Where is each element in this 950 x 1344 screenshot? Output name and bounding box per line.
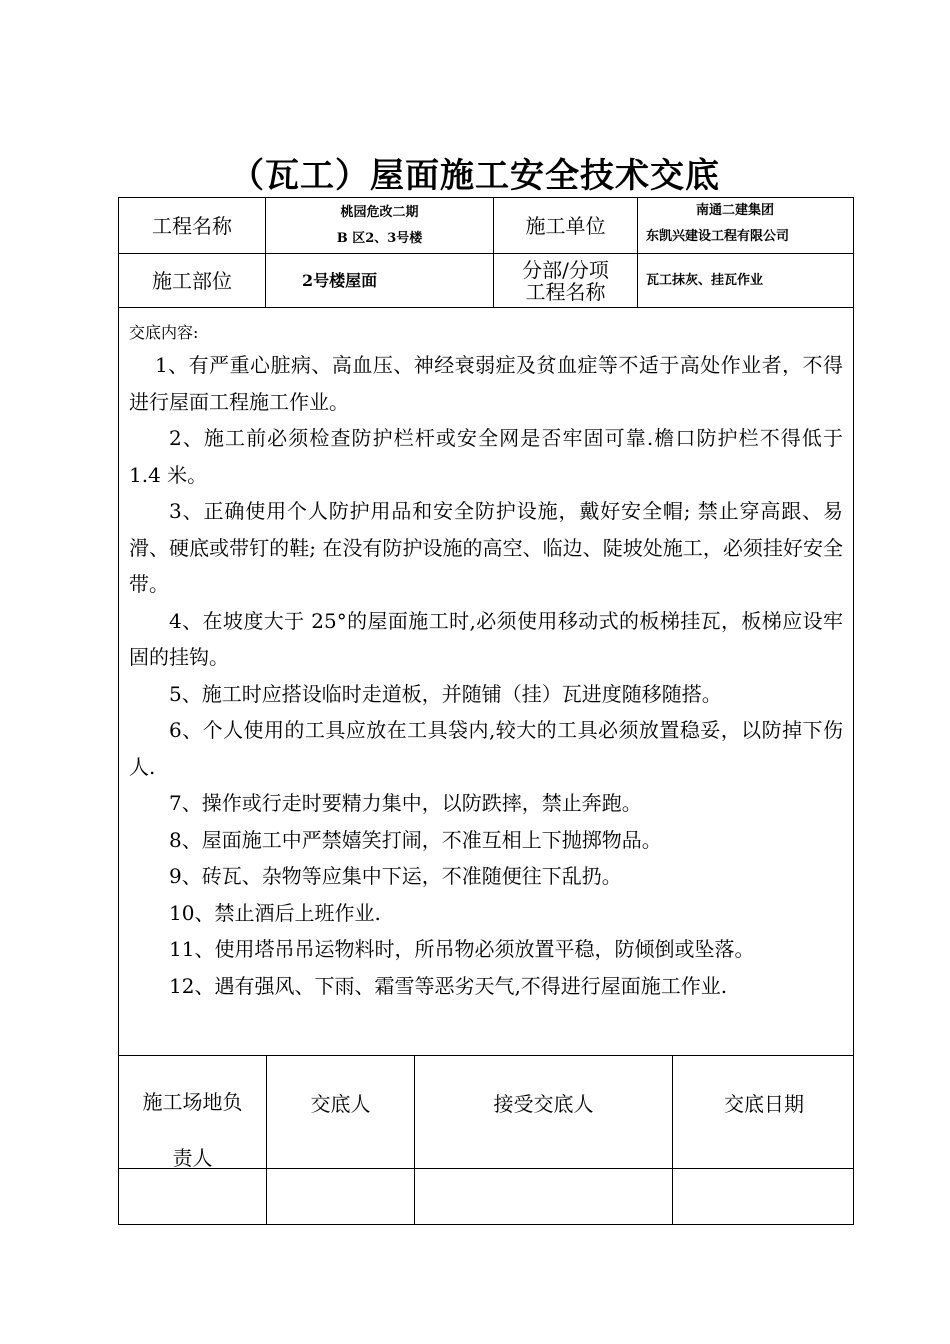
document-title: （瓦工）屋面施工安全技术交底 bbox=[230, 156, 720, 196]
project-name-line1: 桃园危改二期 bbox=[340, 204, 419, 220]
sub-project-value: 瓦工抹灰、挂瓦作业 bbox=[646, 272, 764, 288]
content-item: 9、砖瓦、杂物等应集中下运，不准随便往下乱扔。 bbox=[169, 864, 622, 888]
project-name-value bbox=[266, 198, 494, 253]
content-item: 2、施工前必须检查防护栏杆或安全网是否牢固可靠.檐口防护栏不得低于 1.4 米。 bbox=[129, 426, 843, 487]
date-label: 交底日期 bbox=[724, 1092, 804, 1116]
sub-project-label-line1: 分部/分项 bbox=[522, 257, 609, 282]
sub-project-label-line2: 工程名称 bbox=[525, 279, 606, 304]
content-item: 7、操作或行走时要精力集中，以防跌摔，禁止奔跑。 bbox=[169, 791, 642, 815]
part-info-row bbox=[119, 254, 853, 308]
content-item: 1、有严重心脏病、高血压、神经衰弱症及贫血症等不适于高处作业者，不得进行屋面工程施工作业。 bbox=[129, 353, 843, 414]
content-item: 11、使用塔吊吊运物料时，所吊物必须放置平稳，防倾倒或坠落。 bbox=[169, 937, 755, 961]
project-info-row bbox=[119, 198, 853, 254]
part-value: 2号楼屋面 bbox=[266, 254, 494, 307]
unit-label: 施工单位 bbox=[494, 198, 638, 253]
discloser-label: 交底人 bbox=[267, 1056, 415, 1168]
content-item: 4、在坡度大于 25°的屋面施工时,必须使用移动式的板梯挂瓦，板梯应设牢固的挂钩。 bbox=[129, 608, 843, 669]
signature-header-row bbox=[119, 1056, 853, 1169]
part-label: 施工部位 bbox=[119, 254, 266, 307]
receiver-label: 接受交底人 bbox=[415, 1056, 673, 1168]
discloser-signature-cell[interactable] bbox=[267, 1169, 415, 1224]
content-heading: 交底内容: bbox=[129, 323, 199, 342]
content-item: 12、遇有强风、下雨、霜雪等恶劣天气,不得进行屋面施工作业. bbox=[169, 973, 728, 998]
content-item: 8、屋面施工中严禁嬉笑打闹，不准互相上下抛掷物品。 bbox=[169, 827, 662, 852]
site-manager-signature-cell[interactable] bbox=[119, 1169, 267, 1224]
signature-blank-row bbox=[119, 1169, 853, 1224]
content-item: 5、施工时应搭设临时走道板，并随铺（挂）瓦进度随移随搭。 bbox=[169, 681, 722, 706]
unit-line1: 南通二建集团 bbox=[696, 203, 775, 218]
disclosure-content bbox=[119, 308, 853, 1056]
disclosure-form bbox=[118, 197, 854, 1225]
date-cell[interactable] bbox=[673, 1169, 855, 1224]
unit-line2: 东凯兴建设工程有限公司 bbox=[646, 229, 790, 244]
content-item: 10、禁止酒后上班作业. bbox=[169, 900, 381, 925]
content-item: 3、正确使用个人防护用品和安全防护设施，戴好安全帽; 禁止穿高跟、易滑、硬底或带钉的鞋; 在没有防护设施的高空、临边、陡坡处施工，必须挂好安全带。 bbox=[129, 499, 843, 596]
unit-value bbox=[638, 198, 855, 253]
sub-project-label bbox=[494, 254, 638, 307]
project-name-line2: B 区2、3号楼 bbox=[336, 230, 423, 246]
content-item: 6、个人使用的工具应放在工具袋内,较大的工具必须放置稳妥，以防掉下伤人. bbox=[129, 718, 843, 779]
project-name-label: 工程名称 bbox=[119, 198, 266, 253]
receiver-signature-cell[interactable] bbox=[415, 1169, 673, 1224]
site-manager-label: 施工场地负责人 bbox=[119, 1056, 267, 1168]
